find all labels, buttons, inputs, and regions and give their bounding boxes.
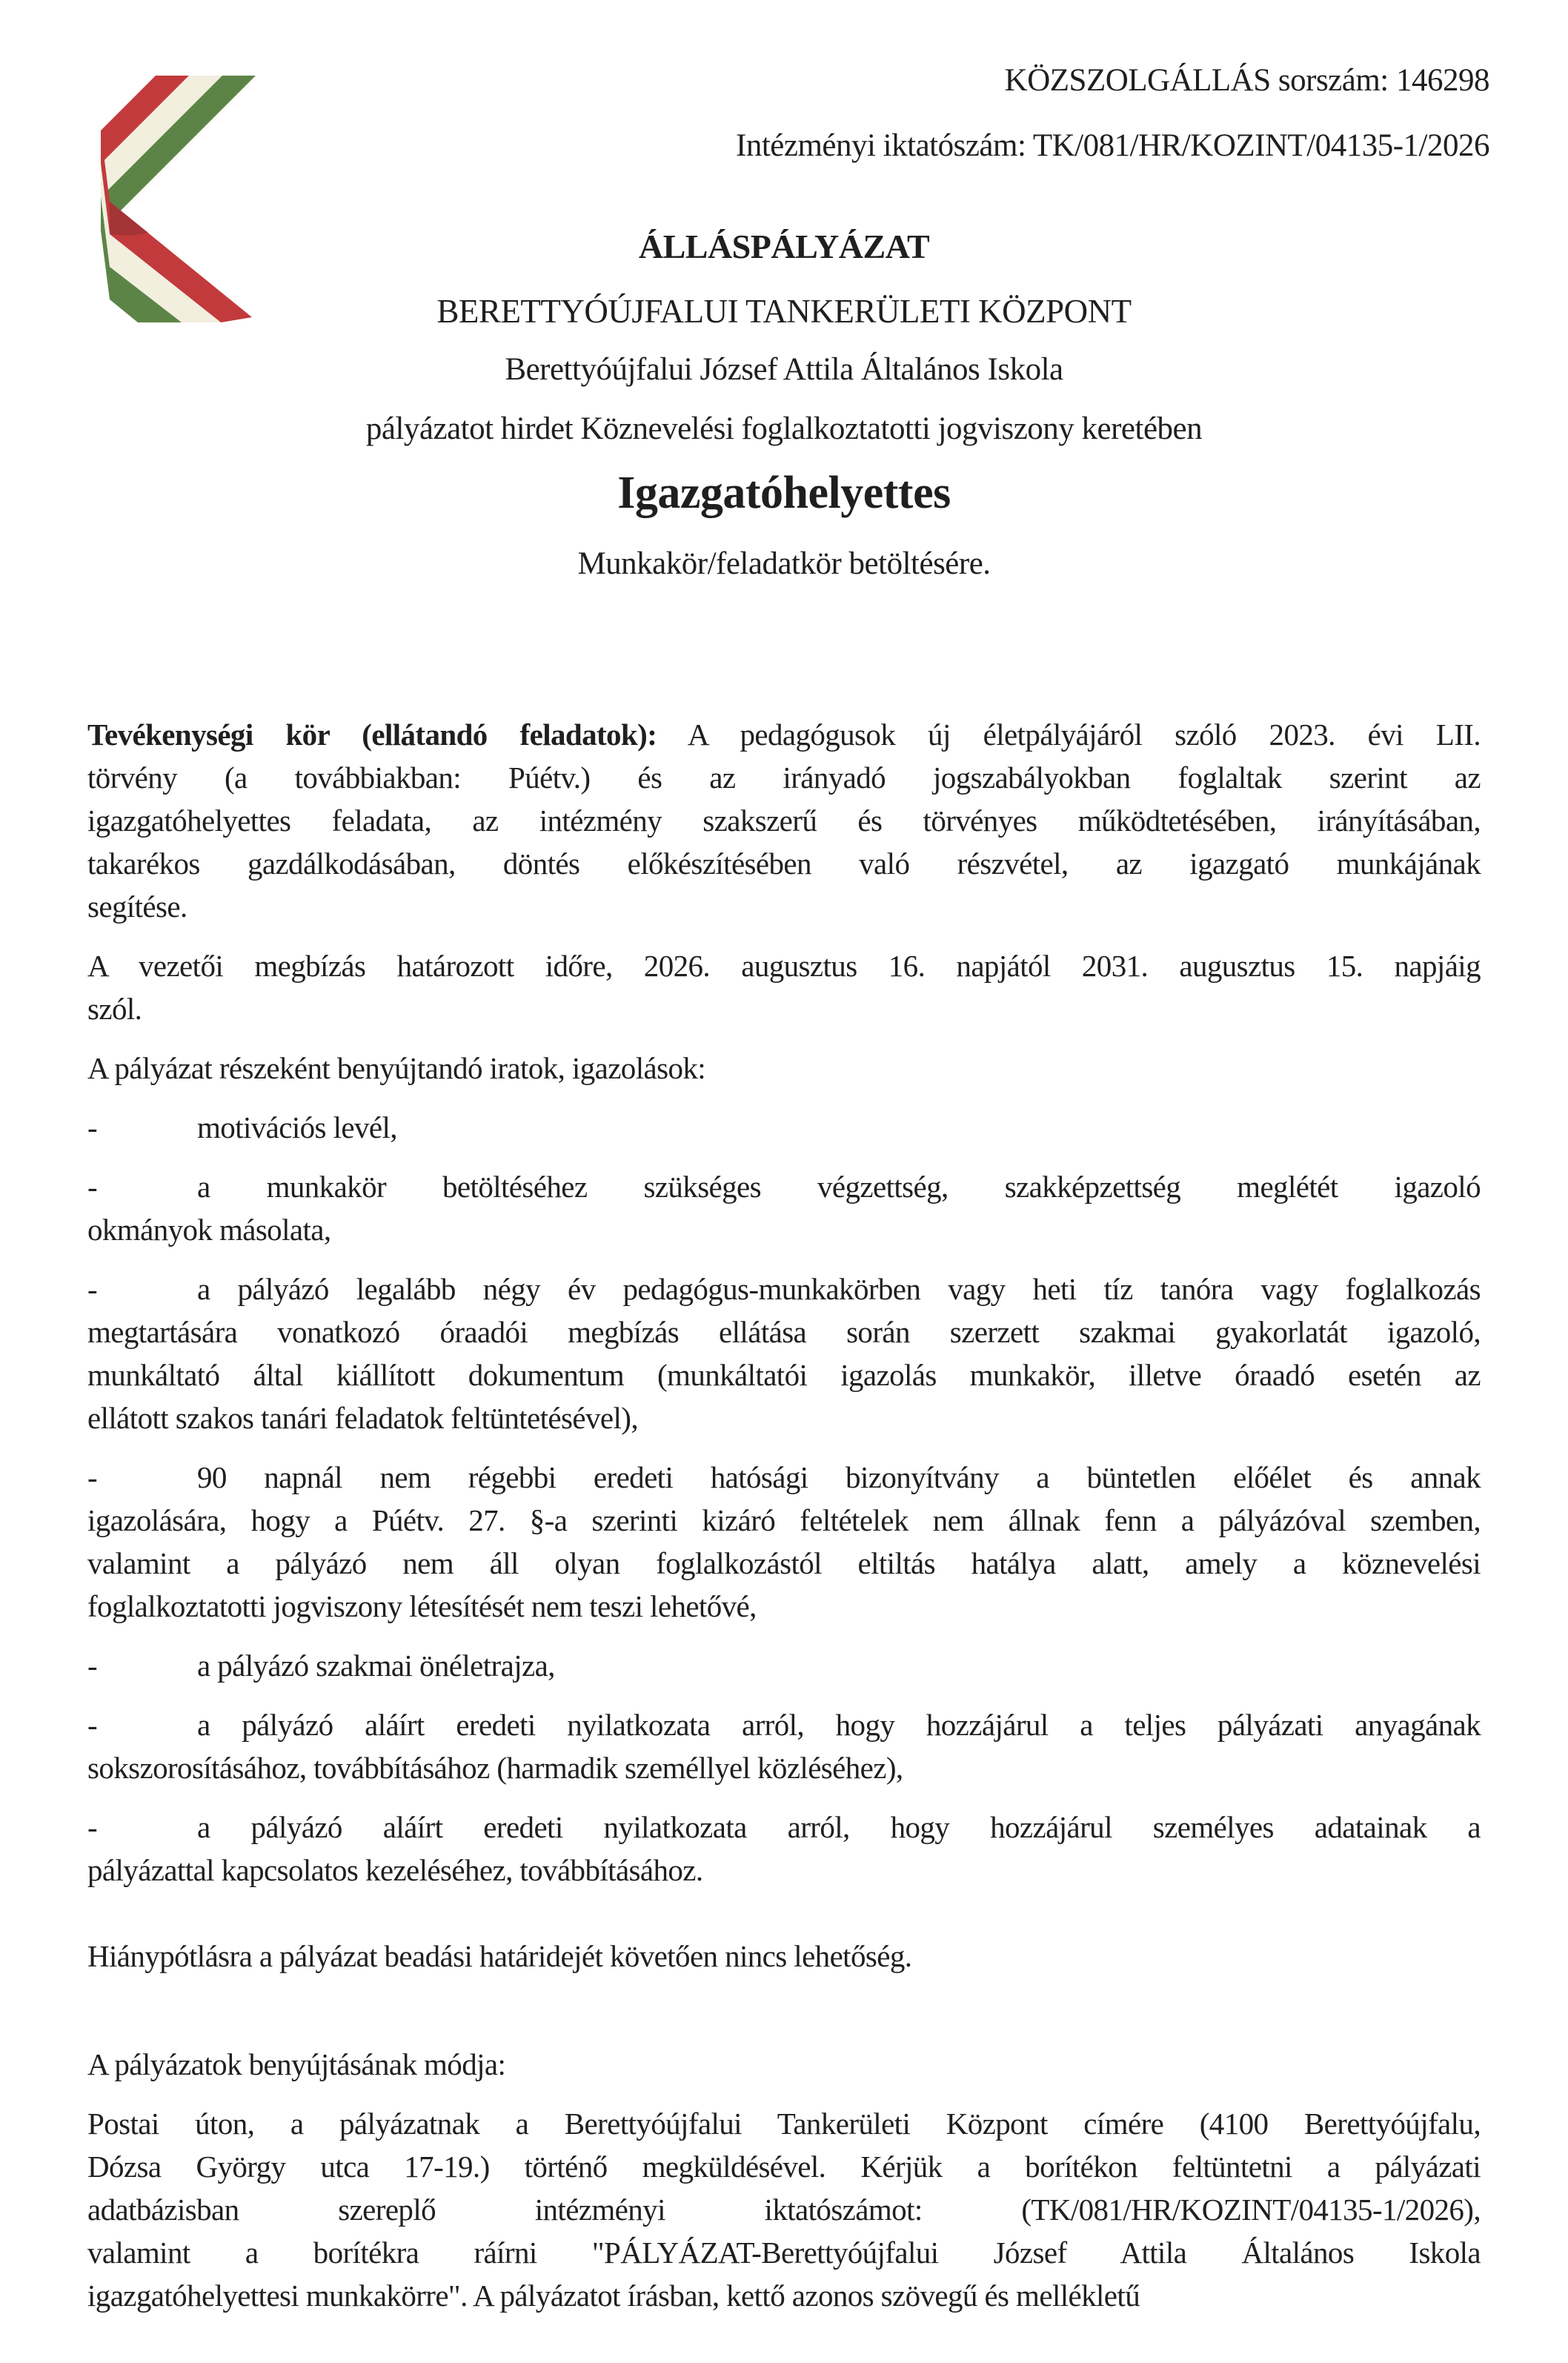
text-line: szól. <box>87 992 142 1026</box>
text-line: Tevékenységi kör (ellátandó feladatok): A pedagógusok új életpályájáról szóló 2023. évi LII. <box>87 717 1481 752</box>
text-line: munkáltató által kiállított dokumentum (munkáltatói igazolás munkakör, illetve óraadó esetén az <box>87 1358 1481 1392</box>
bullet-item <box>87 1703 1481 1789</box>
text-line: ellátott szakos tanári feladatok feltüntetésével), <box>87 1401 638 1435</box>
bullet-dash: - <box>87 1460 98 1494</box>
title-school-name: Berettyóújfalui József Attila Általános Iskola <box>505 352 1063 387</box>
title-advert-lead: pályázatot hirdet Köznevelési foglalkoztatotti jogviszony keretében <box>365 411 1203 446</box>
text-line: megtartására vonatkozó óraadói megbízás ellátása során szerzett szakmai gyakorlatát igazoló, <box>87 1315 1481 1349</box>
paragraph <box>87 944 1481 1030</box>
text-line: valamint a borítékra ráírni "PÁLYÁZAT-Berettyóújfalui József Attila Általános Iskola <box>87 2236 1481 2270</box>
text-line: - a munkakör betöltéséhez szükséges végzettség, szakképzettség meglétét igazoló <box>87 1165 1481 1208</box>
registry-number-line: Intézményi iktatószám: TK/081/HR/KOZINT/04135-1/2026 <box>736 128 1489 163</box>
paragraph <box>87 1935 1481 1978</box>
paragraph <box>87 2043 1481 2086</box>
text-line: - a pályázó aláírt eredeti nyilatkozata arról, hogy hozzájárul a teljes pályázati anyagának <box>87 1703 1481 1746</box>
text-line: - a pályázó legalább négy év pedagógus-munkakörben vagy heti tíz tanóra vagy foglalkozás <box>87 1267 1481 1310</box>
bullet-item <box>87 1806 1481 1892</box>
text-line: foglalkoztatotti jogviszony létesítését nem teszi lehetővé, <box>87 1589 757 1623</box>
bullet-dash: - <box>87 1110 98 1144</box>
hungarian-tricolor-ribbon-logo <box>74 65 259 325</box>
text-line: - motivációs levél, <box>87 1106 1481 1149</box>
text-line: igazgatóhelyettes feladata, az intézmény szakszerű és törvényes működtetésében, irányításában, <box>87 803 1481 838</box>
text-line: A pályázatok benyújtásának módja: <box>87 2047 506 2081</box>
text-line: igazolására, hogy a Púétv. 27. §-a szerinti kizáró feltételek nem állnak fenn a pályázóval szemben, <box>87 1503 1481 1537</box>
text-line: A pályázat részeként benyújtandó iratok, igazolások: <box>87 1051 706 1085</box>
text-line: Dózsa György utca 17-19.) történő megküldésével. Kérjük a borítékon feltüntetni a pályázati <box>87 2150 1481 2184</box>
text-line: segítése. <box>87 889 187 924</box>
title-district-center: BERETTYÓÚJFALUI TANKERÜLETI KÖZPONT <box>436 293 1132 330</box>
paragraph <box>87 2102 1481 2317</box>
bullet-item <box>87 1165 1481 1251</box>
text-line: Hiánypótlásra a pályázat beadási határidejét követően nincs lehetőség. <box>87 1939 912 1973</box>
serial-number-line: KÖZSZOLGÁLLÁS sorszám: 146298 <box>1004 63 1489 98</box>
text-line: valamint a pályázó nem áll olyan foglalkozástól eltiltás hatálya alatt, amely a köznevelési <box>87 1546 1481 1580</box>
text-line: adatbázisban szereplő intézményi iktatószámot: (TK/081/HR/KOZINT/04135-1/2026), <box>87 2193 1481 2227</box>
bullet-item <box>87 1106 1481 1149</box>
paragraph <box>87 1047 1481 1090</box>
text-line: törvény (a továbbiakban: Púétv.) és az irányadó jogszabályokban foglaltak szerint az <box>87 760 1481 795</box>
bullet-dash: - <box>87 1708 98 1742</box>
bullet-dash: - <box>87 1648 98 1683</box>
ribbon-upper-arm <box>101 76 256 231</box>
bullet-item <box>87 1456 1481 1628</box>
text-line: - a pályázó aláírt eredeti nyilatkozata arról, hogy hozzájárul személyes adatainak a <box>87 1806 1481 1849</box>
text-line: okmányok másolata, <box>87 1213 331 1247</box>
bullet-item <box>87 1644 1481 1687</box>
text-line: - a pályázó szakmai önéletrajza, <box>87 1644 1481 1687</box>
title-position-subtitle: Munkakör/feladatkör betöltésére. <box>577 546 991 581</box>
text-line: A vezetői megbízás határozott időre, 2026. augusztus 16. napjától 2031. augusztus 15. napjáig <box>87 949 1481 983</box>
title-position-name: Igazgatóhelyettes <box>617 468 951 518</box>
bullet-dash: - <box>87 1272 98 1306</box>
bold-lead: Tevékenységi kör (ellátandó feladatok): <box>87 717 657 752</box>
text-line: Postai úton, a pályázatnak a Berettyóújfalui Tankerületi Központ címére (4100 Berettyóújfalu, <box>87 2107 1481 2141</box>
bullet-item <box>87 1267 1481 1439</box>
text-line: - 90 napnál nem régebbi eredeti hatósági bizonyítvány a büntetlen előélet és annak <box>87 1456 1481 1499</box>
bullet-dash: - <box>87 1170 98 1204</box>
paragraph <box>87 713 1481 928</box>
text-line: pályázattal kapcsolatos kezeléséhez, továbbításához. <box>87 1853 703 1887</box>
text-line: igazgatóhelyettesi munkakörre". A pályázatot írásban, kettő azonos szövegű és mellékletű <box>87 2279 1140 2313</box>
title-job-advert: ÁLLÁSPÁLYÁZAT <box>638 228 930 265</box>
text-line: takarékos gazdálkodásában, döntés előkészítésében való részvétel, az igazgató munkájának <box>87 846 1481 881</box>
bullet-dash: - <box>87 1810 98 1844</box>
text-line: sokszorosításához, továbbításához (harmadik személlyel közléséhez), <box>87 1751 903 1785</box>
body-text <box>87 713 1481 2333</box>
